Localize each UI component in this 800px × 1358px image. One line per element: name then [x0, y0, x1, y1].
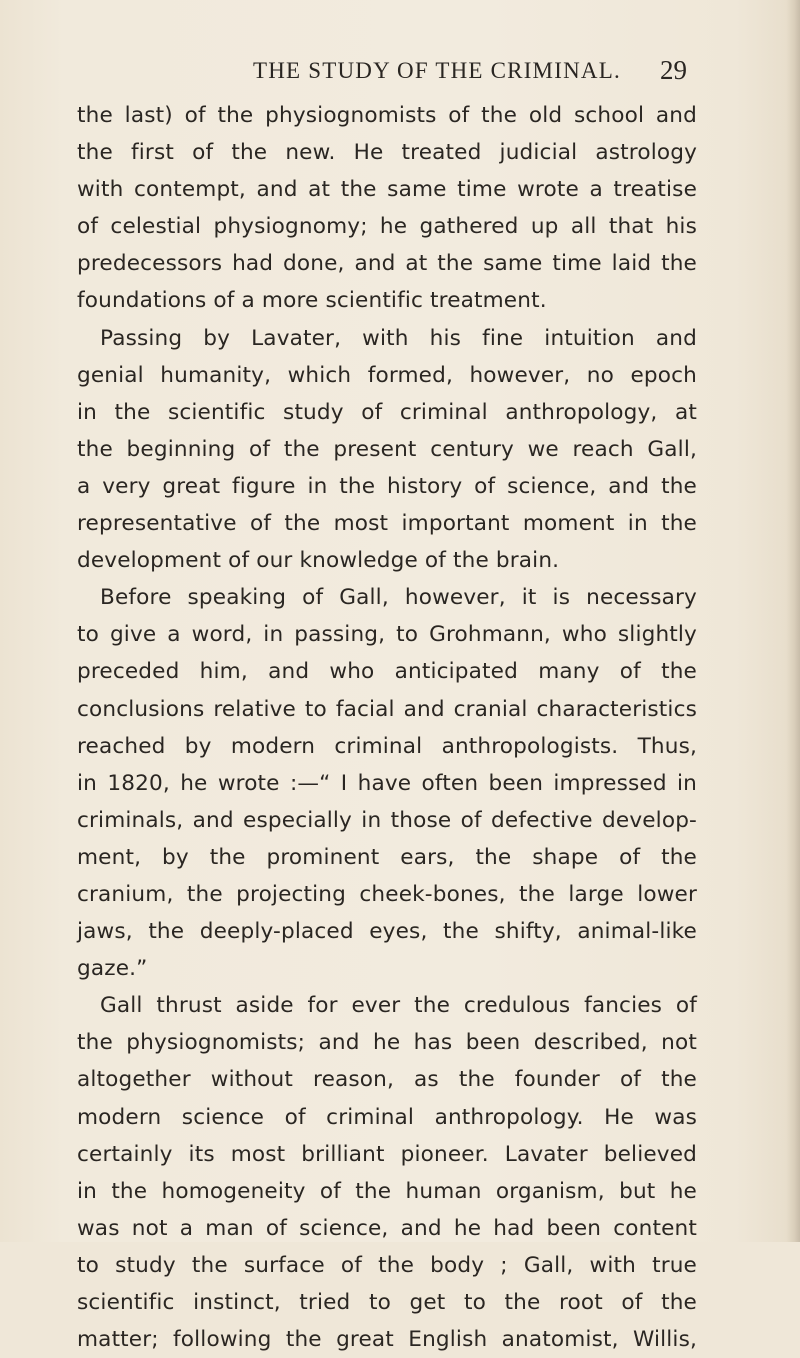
text-line: to give a word, in passing, to Grohmann, who slightly [77, 622, 697, 648]
text-line: in the scientific study of criminal anthropology, at [77, 399, 697, 425]
paragraph-start-line: Gall thrust aside for ever the credulous fancies of [100, 993, 697, 1019]
text-line: ment, by the prominent ears, the shape of the [77, 844, 697, 870]
body-text [77, 97, 697, 1358]
text-line: of celestial physiognomy; he gathered up all that his [77, 214, 697, 240]
text-line: was not a man of science, and he had been content [77, 1215, 697, 1241]
running-head [0, 52, 800, 92]
page-edge-shadow [786, 0, 800, 1242]
text-line: a very great figure in the history of science, and the [77, 473, 697, 499]
text-line: certainly its most brilliant pioneer. Lavater believed [77, 1141, 697, 1167]
text-line: the last) of the physiognomists of the old school and [77, 103, 697, 128]
text-line: conclusions relative to facial and cranial characteristics [77, 696, 697, 722]
paragraph-start-line: Before speaking of Gall, however, it is necessary [100, 585, 697, 611]
running-head-title: THE STUDY OF THE CRIMINAL. [253, 58, 621, 83]
text-line: the physiognomists; and he has been described, not [77, 1030, 697, 1056]
text-line: gaze.” [77, 956, 148, 982]
text-line: foundations of a more scientific treatment. [77, 288, 547, 314]
text-line: scientific instinct, tried to get to the root of the [77, 1290, 697, 1315]
paragraph-start-line: Passing by Lavater, with his fine intuition and [100, 325, 697, 351]
text-line: altogether without reason, as the founder of the [77, 1067, 697, 1093]
text-line: representative of the most important moment in the [77, 511, 697, 537]
text-line: matter; following the great English anatomist, Willis, [77, 1327, 697, 1353]
text-line: jaws, the deeply-placed eyes, the shifty, animal-like [77, 919, 697, 945]
text-line: predecessors had done, and at the same time laid the [77, 251, 697, 277]
text-line: preceded him, and who anticipated many of the [77, 659, 697, 685]
text-line: genial humanity, which formed, however, no epoch [77, 362, 697, 388]
text-line: cranium, the projecting cheek-bones, the large lower [77, 881, 697, 907]
text-line: modern science of criminal anthropology. He was [77, 1104, 697, 1130]
text-line: with contempt, and at the same time wrote a treatise [77, 177, 697, 203]
text-line: in 1820, he wrote :—“ I have often been impressed in [77, 770, 697, 796]
text-line: the first of the new. He treated judicial astrology [77, 140, 697, 166]
text-line: the beginning of the present century we reach Gall, [77, 436, 697, 462]
text-line: criminals, and especially in those of defective develop- [77, 807, 697, 833]
text-line: reached by modern criminal anthropologists. Thus, [77, 733, 697, 759]
text-line: in the homogeneity of the human organism, but he [77, 1178, 697, 1204]
text-line: development of our knowledge of the brain. [77, 548, 560, 574]
page-number: 29 [660, 55, 687, 85]
text-line: to study the surface of the body ; Gall, with true [77, 1252, 697, 1278]
